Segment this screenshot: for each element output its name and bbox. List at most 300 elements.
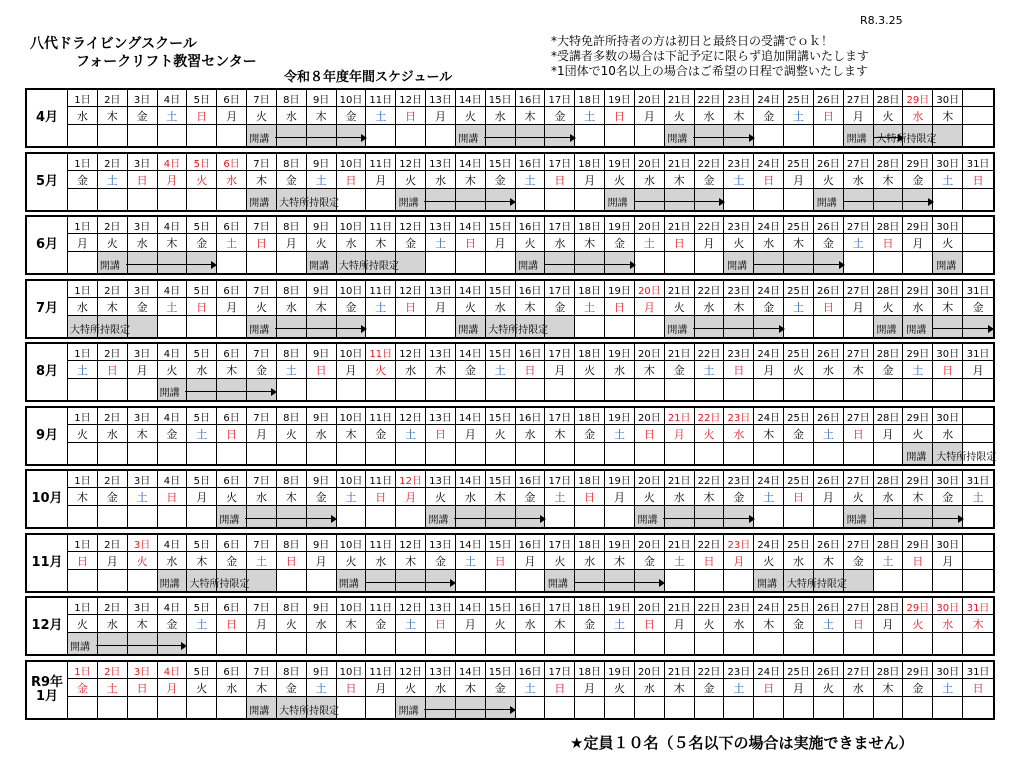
session-cell [187, 443, 217, 464]
weekday-cell: 木 [128, 615, 158, 633]
date-cell: 1日 [68, 217, 98, 234]
date-cell: 9日 [307, 217, 337, 234]
date-cell: 12日 [396, 662, 426, 679]
session-cell [665, 633, 695, 654]
weekday-cell: 日 [68, 552, 98, 570]
date-cell: 5日 [187, 344, 217, 361]
weekday-cell: 金 [724, 488, 754, 506]
weekday-cell: 日 [605, 298, 635, 316]
date-cell: 12日 [396, 281, 426, 298]
weekday-cell: 月 [665, 425, 695, 443]
session-cell [68, 633, 98, 654]
date-cell: 12日 [396, 598, 426, 615]
date-cell: 18日 [575, 90, 605, 107]
date-cell: 3日 [128, 598, 158, 615]
weekday-cell: 火 [396, 679, 426, 697]
date-cell: 14日 [456, 154, 486, 171]
weekday-cell: 月 [426, 107, 456, 125]
date-cell: 1日 [68, 535, 98, 552]
session-cell [516, 570, 546, 591]
session-cell [874, 189, 904, 210]
weekday-cell: 金 [695, 171, 725, 189]
date-cell: 22日 [695, 535, 725, 552]
weekday-cell: 月 [635, 298, 665, 316]
date-cell: 17日 [545, 598, 575, 615]
date-cell: 22日 [695, 662, 725, 679]
date-cell: 30日 [933, 154, 963, 171]
date-cell: 25日 [784, 344, 814, 361]
date-cell: 19日 [605, 217, 635, 234]
session-cell [635, 379, 665, 400]
date-cell: 3日 [128, 662, 158, 679]
date-cell: 2日 [98, 217, 128, 234]
date-cell: 27日 [844, 344, 874, 361]
date-cell: 11日 [366, 344, 396, 361]
session-cell [963, 252, 993, 273]
session-cell [217, 443, 247, 464]
session-label: 大特所持限定 [876, 133, 937, 145]
weekday-cell: 月 [903, 234, 933, 252]
date-cell: 30日 [933, 281, 963, 298]
session-label: 大特所持限定 [338, 260, 399, 272]
session-cell [724, 252, 754, 273]
date-cell [963, 217, 993, 234]
date-cell: 27日 [844, 471, 874, 488]
weekday-cell: 火 [605, 171, 635, 189]
date-cell: 17日 [545, 662, 575, 679]
weekday-cell: 日 [844, 615, 874, 633]
weekday-cell: 土 [98, 679, 128, 697]
weekday-cell: 木 [247, 679, 277, 697]
month-block [25, 660, 995, 720]
weekday-cell: 月 [187, 488, 217, 506]
weekday-cell: 金 [814, 234, 844, 252]
date-cell: 16日 [516, 217, 546, 234]
session-cell [337, 316, 367, 337]
date-cell: 20日 [635, 598, 665, 615]
weekday-cell: 月 [665, 615, 695, 633]
weekday-cell: 金 [337, 107, 367, 125]
date-cell: 31日 [963, 154, 993, 171]
session-cell [635, 125, 665, 146]
date-cell: 4日 [158, 471, 188, 488]
weekday-cell: 土 [366, 298, 396, 316]
weekday-cell: 土 [545, 488, 575, 506]
session-cell [903, 125, 933, 146]
weekday-cell: 火 [307, 234, 337, 252]
session-cell [605, 252, 635, 273]
date-cell: 8日 [277, 344, 307, 361]
date-cell: 12日 [396, 217, 426, 234]
date-cell: 5日 [187, 535, 217, 552]
date-cell: 16日 [516, 344, 546, 361]
date-cell: 8日 [277, 598, 307, 615]
date-cell: 18日 [575, 408, 605, 425]
month-grid [68, 535, 993, 591]
session-label: 開講 [607, 197, 628, 209]
session-label: 開講 [398, 197, 419, 209]
weekday-cell: 月 [784, 679, 814, 697]
weekday-cell: 金 [784, 425, 814, 443]
session-cell [396, 125, 426, 146]
date-cell: 31日 [963, 598, 993, 615]
session-cell [217, 506, 247, 527]
date-cell: 20日 [635, 217, 665, 234]
month-label: 5月 [27, 154, 68, 210]
session-cell [337, 506, 367, 527]
date-cell: 18日 [575, 344, 605, 361]
date-cell: 7日 [247, 217, 277, 234]
date-cell: 16日 [516, 598, 546, 615]
session-cell [516, 252, 546, 273]
date-cell: 3日 [128, 90, 158, 107]
session-cell [874, 633, 904, 654]
session-cell [158, 443, 188, 464]
weekday-cell: 火 [874, 298, 904, 316]
weekday-cell: 水 [307, 425, 337, 443]
date-cell: 23日 [724, 281, 754, 298]
date-cell: 12日 [396, 408, 426, 425]
weekday-cell: 月 [456, 425, 486, 443]
date-cell: 5日 [187, 598, 217, 615]
session-cell [635, 697, 665, 718]
date-cell: 29日 [903, 281, 933, 298]
session-cell [128, 125, 158, 146]
session-cell [128, 189, 158, 210]
date-cell: 15日 [486, 598, 516, 615]
weekday-cell: 火 [247, 298, 277, 316]
weekday-cell: 木 [337, 425, 367, 443]
session-cell [963, 570, 993, 591]
weekday-cell: 火 [903, 615, 933, 633]
weekday-cell: 木 [605, 552, 635, 570]
session-cell [98, 443, 128, 464]
session-cell [874, 570, 904, 591]
session-cell [545, 189, 575, 210]
weekday-cell: 月 [158, 679, 188, 697]
session-label: 開講 [458, 324, 479, 336]
weekday-cell: 土 [158, 107, 188, 125]
session-cell [128, 697, 158, 718]
date-cell: 8日 [277, 217, 307, 234]
weekday-cell: 火 [158, 361, 188, 379]
weekday-cell: 日 [128, 679, 158, 697]
session-cell [486, 570, 516, 591]
date-cell: 14日 [456, 598, 486, 615]
date-cell: 25日 [784, 471, 814, 488]
session-cell [98, 570, 128, 591]
weekday-cell: 火 [128, 552, 158, 570]
session-cell [217, 379, 247, 400]
date-cell: 5日 [187, 662, 217, 679]
date-cell: 25日 [784, 281, 814, 298]
weekday-cell: 木 [635, 361, 665, 379]
weekday-cell: 金 [68, 171, 98, 189]
date-cell: 25日 [784, 154, 814, 171]
weekday-cell: 木 [456, 171, 486, 189]
weekday-cell: 木 [68, 488, 98, 506]
session-cell [128, 506, 158, 527]
date-cell: 13日 [426, 154, 456, 171]
month-grid [68, 281, 993, 337]
weekday-cell: 木 [665, 171, 695, 189]
date-cell: 19日 [605, 154, 635, 171]
session-cell [217, 252, 247, 273]
session-cell [635, 633, 665, 654]
session-cell [605, 443, 635, 464]
session-cell [963, 697, 993, 718]
weekday-cell: 水 [486, 298, 516, 316]
date-cell: 16日 [516, 662, 546, 679]
session-cell [307, 506, 337, 527]
date-cell: 17日 [545, 535, 575, 552]
date-cell: 28日 [874, 281, 904, 298]
session-cell [158, 316, 188, 337]
session-cell [486, 189, 516, 210]
session-label: 開講 [249, 705, 270, 717]
weekday-cell: 日 [605, 107, 635, 125]
weekday-cell: 火 [724, 234, 754, 252]
weekday-cell: 月 [874, 425, 904, 443]
date-cell: 20日 [635, 408, 665, 425]
weekday-cell: 木 [933, 298, 963, 316]
date-cell: 22日 [695, 408, 725, 425]
date-cell: 4日 [158, 598, 188, 615]
weekday-cell: 土 [68, 361, 98, 379]
weekday-cell: 日 [366, 488, 396, 506]
date-cell: 27日 [844, 408, 874, 425]
weekday-cell: 日 [814, 107, 844, 125]
weekday-cell: 金 [695, 679, 725, 697]
weekday-cell: 土 [187, 425, 217, 443]
weekday-cell: 木 [903, 488, 933, 506]
session-cell [814, 570, 844, 591]
weekday-cell: 金 [396, 234, 426, 252]
weekday-cell: 月 [247, 425, 277, 443]
session-cell [277, 125, 307, 146]
session-cell [426, 506, 456, 527]
date-cell: 28日 [874, 535, 904, 552]
session-cell [366, 189, 396, 210]
date-cell: 16日 [516, 281, 546, 298]
date-cell: 9日 [307, 154, 337, 171]
session-cell [128, 570, 158, 591]
weekday-cell: 月 [486, 234, 516, 252]
session-cell [187, 316, 217, 337]
weekday-cell: 水 [396, 361, 426, 379]
weekday-cell: 火 [187, 171, 217, 189]
date-cell: 11日 [366, 90, 396, 107]
weekday-cell: 土 [307, 679, 337, 697]
date-cell: 10日 [337, 471, 367, 488]
session-cell [545, 252, 575, 273]
month-grid [68, 598, 993, 654]
date-cell: 18日 [575, 154, 605, 171]
session-cell [426, 570, 456, 591]
weekday-cell: 土 [307, 171, 337, 189]
session-cell [158, 633, 188, 654]
date-cell: 10日 [337, 217, 367, 234]
session-cell [486, 316, 516, 337]
date-cell: 30日 [933, 344, 963, 361]
session-cell [814, 316, 844, 337]
session-cell [814, 379, 844, 400]
date-cell: 20日 [635, 281, 665, 298]
date-cell: 10日 [337, 408, 367, 425]
session-cell [814, 125, 844, 146]
month-label: 6月 [27, 217, 68, 273]
date-cell: 14日 [456, 535, 486, 552]
weekday-cell: 火 [635, 488, 665, 506]
weekday-cell: 月 [724, 552, 754, 570]
weekday-cell: 水 [695, 298, 725, 316]
date-cell: 29日 [903, 154, 933, 171]
weekday-cell: 月 [98, 552, 128, 570]
weekday-cell: 火 [665, 298, 695, 316]
session-cell [516, 316, 546, 337]
month-grid [68, 90, 993, 146]
weekday-cell: 火 [874, 107, 904, 125]
session-cell [784, 189, 814, 210]
session-cell [933, 633, 963, 654]
session-cell [128, 316, 158, 337]
date-cell: 30日 [933, 598, 963, 615]
session-cell [516, 633, 546, 654]
weekday-cell: 木 [963, 615, 993, 633]
date-cell: 26日 [814, 471, 844, 488]
date-cell: 6日 [217, 154, 247, 171]
date-cell: 24日 [754, 662, 784, 679]
session-cell [814, 506, 844, 527]
session-cell [426, 125, 456, 146]
note-line: *1団体で10名以上の場合はご希望の日程で調整いたします [551, 64, 868, 78]
weekday-cell: 火 [366, 361, 396, 379]
session-cell [247, 316, 277, 337]
date-cell: 3日 [128, 281, 158, 298]
date-cell: 2日 [98, 471, 128, 488]
date-cell: 5日 [187, 408, 217, 425]
date-cell: 7日 [247, 344, 277, 361]
session-cell [307, 443, 337, 464]
note-line: *受講者多数の場合は下記予定に限らず追加開講いたします [551, 49, 870, 63]
session-cell [695, 252, 725, 273]
date-cell: 27日 [844, 90, 874, 107]
date-cell: 14日 [456, 90, 486, 107]
session-cell [695, 189, 725, 210]
session-cell [784, 633, 814, 654]
month-block [25, 406, 995, 466]
session-cell [396, 506, 426, 527]
weekday-cell: 水 [217, 679, 247, 697]
session-cell [68, 506, 98, 527]
date-cell: 4日 [158, 217, 188, 234]
date-cell: 18日 [575, 535, 605, 552]
date-cell: 20日 [635, 344, 665, 361]
session-cell [665, 125, 695, 146]
session-cell [665, 316, 695, 337]
session-cell [784, 697, 814, 718]
date-cell: 4日 [158, 154, 188, 171]
weekday-cell: 金 [575, 425, 605, 443]
date-cell: 2日 [98, 344, 128, 361]
date-cell [963, 535, 993, 552]
session-label: 大特所持限定 [786, 578, 847, 590]
date-cell: 8日 [277, 662, 307, 679]
date-cell: 13日 [426, 471, 456, 488]
session-label: 開講 [159, 578, 180, 590]
session-cell [635, 252, 665, 273]
weekday-cell: 月 [456, 615, 486, 633]
date-cell: 11日 [366, 598, 396, 615]
session-cell [396, 570, 426, 591]
date-cell: 27日 [844, 154, 874, 171]
session-cell [456, 697, 486, 718]
session-cell [307, 125, 337, 146]
weekday-cell: 月 [933, 552, 963, 570]
date-cell [963, 90, 993, 107]
session-cell [635, 443, 665, 464]
date-cell: 8日 [277, 154, 307, 171]
date-cell: 21日 [665, 662, 695, 679]
session-cell [307, 316, 337, 337]
session-cell [516, 697, 546, 718]
weekday-cell: 水 [545, 234, 575, 252]
session-cell [217, 125, 247, 146]
session-cell [665, 697, 695, 718]
date-cell: 30日 [933, 471, 963, 488]
date-cell: 24日 [754, 535, 784, 552]
session-cell [158, 697, 188, 718]
session-cell [545, 697, 575, 718]
month-block [25, 279, 995, 339]
session-cell [307, 570, 337, 591]
date-cell: 14日 [456, 281, 486, 298]
weekday-cell: 火 [426, 488, 456, 506]
date-cell: 27日 [844, 598, 874, 615]
date-cell: 31日 [963, 281, 993, 298]
session-cell [98, 379, 128, 400]
weekday-cell: 木 [337, 615, 367, 633]
session-cell [277, 570, 307, 591]
session-cell [695, 697, 725, 718]
date-cell: 19日 [605, 662, 635, 679]
session-label: 大特所持限定 [189, 578, 250, 590]
weekday-cell: 土 [605, 615, 635, 633]
session-cell [337, 697, 367, 718]
date-cell: 12日 [396, 471, 426, 488]
weekday-cell: 金 [68, 679, 98, 697]
weekday-cell: 土 [516, 171, 546, 189]
weekday-cell: 木 [98, 107, 128, 125]
date-cell: 23日 [724, 154, 754, 171]
session-cell [575, 697, 605, 718]
session-cell [933, 189, 963, 210]
weekday-cell: 火 [277, 425, 307, 443]
weekday-cell: 月 [426, 298, 456, 316]
weekday-cell: 水 [635, 679, 665, 697]
date-cell: 7日 [247, 408, 277, 425]
session-label: 開講 [428, 514, 449, 526]
weekday-cell: 木 [247, 171, 277, 189]
session-cell [247, 633, 277, 654]
weekday-cell: 水 [605, 361, 635, 379]
weekday-cell: 水 [903, 298, 933, 316]
weekday-cell: 火 [754, 552, 784, 570]
date-cell: 29日 [903, 408, 933, 425]
weekday-cell: 金 [605, 234, 635, 252]
session-cell [844, 506, 874, 527]
session-cell [98, 125, 128, 146]
